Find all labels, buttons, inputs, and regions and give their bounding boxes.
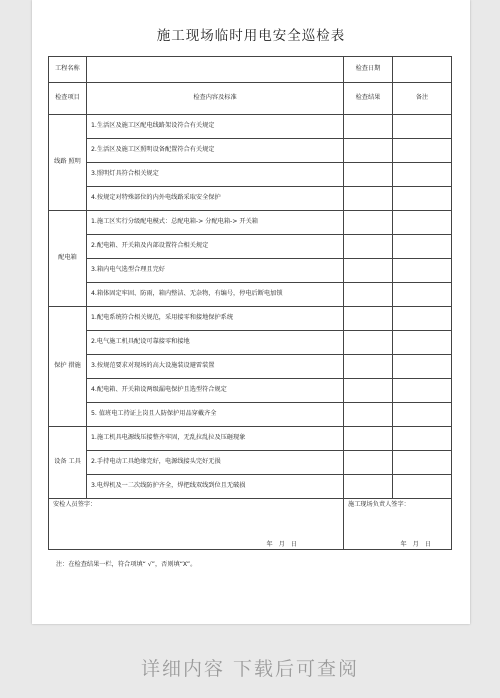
check-item: 1.施工机具电源线压接整齐牢固，无乱拉乱拉及压砸现象 bbox=[87, 427, 344, 451]
table-row bbox=[49, 403, 452, 427]
header-row-project bbox=[49, 57, 452, 83]
result-cell[interactable] bbox=[344, 451, 393, 475]
table-row bbox=[49, 259, 452, 283]
form-note: 注：在检查结果一栏，符合项填“ √”，否则填“X”。 bbox=[56, 561, 197, 568]
table-row bbox=[49, 211, 452, 235]
check-item: 3.箱内电气选型合理且完好 bbox=[87, 259, 344, 283]
column-content: 检查内容及标准 bbox=[87, 83, 344, 115]
column-remark: 备注 bbox=[393, 83, 452, 115]
table-row bbox=[49, 475, 452, 499]
result-cell[interactable] bbox=[344, 355, 393, 379]
remark-cell[interactable] bbox=[393, 139, 452, 163]
table-row bbox=[49, 163, 452, 187]
signature-row bbox=[49, 499, 452, 550]
remark-cell[interactable] bbox=[393, 475, 452, 499]
column-header-row bbox=[49, 83, 452, 115]
remark-cell[interactable] bbox=[393, 283, 452, 307]
table-row bbox=[49, 307, 452, 331]
remark-cell[interactable] bbox=[393, 115, 452, 139]
remark-cell[interactable] bbox=[393, 259, 452, 283]
remark-cell[interactable] bbox=[393, 307, 452, 331]
remark-cell[interactable] bbox=[393, 331, 452, 355]
table-row bbox=[49, 115, 452, 139]
check-item: 1.生活区及施工区配电线路架设符合有关规定 bbox=[87, 115, 344, 139]
result-cell[interactable] bbox=[344, 307, 393, 331]
check-item: 2.电气施工机具配设可靠接零和接地 bbox=[87, 331, 344, 355]
result-cell[interactable] bbox=[344, 259, 393, 283]
remark-cell[interactable] bbox=[393, 403, 452, 427]
project-name-label: 工程名称 bbox=[49, 57, 87, 83]
check-item: 4.配电箱、开关箱设两级漏电保护且选型符合规定 bbox=[87, 379, 344, 403]
table-row bbox=[49, 379, 452, 403]
manager-signature-cell[interactable] bbox=[344, 499, 452, 550]
inspection-table bbox=[48, 56, 452, 550]
column-result: 检查结果 bbox=[344, 83, 393, 115]
result-cell[interactable] bbox=[344, 379, 393, 403]
remark-cell[interactable] bbox=[393, 355, 452, 379]
result-cell[interactable] bbox=[344, 283, 393, 307]
table-row bbox=[49, 451, 452, 475]
result-cell[interactable] bbox=[344, 475, 393, 499]
result-cell[interactable] bbox=[344, 115, 393, 139]
result-cell[interactable] bbox=[344, 187, 393, 211]
column-item: 检查项目 bbox=[49, 83, 87, 115]
project-name-value[interactable] bbox=[87, 57, 344, 83]
inspection-date-value[interactable] bbox=[393, 57, 452, 83]
section-protection-measures: 保护 措施 bbox=[49, 307, 87, 427]
check-item: 3.照明灯具符合相关规定 bbox=[87, 163, 344, 187]
inspector-signature-label: 安检人员签字： bbox=[53, 501, 97, 508]
result-cell[interactable] bbox=[344, 235, 393, 259]
check-item: 1.施工区实行分级配电模式：总配电箱-> 分配电箱-> 开关箱 bbox=[87, 211, 344, 235]
remark-cell[interactable] bbox=[393, 235, 452, 259]
result-cell[interactable] bbox=[344, 403, 393, 427]
check-item: 4.箱体固定牢固、防雨，箱内整洁、无杂物，有编号，停电后断电加锁 bbox=[87, 283, 344, 307]
remark-cell[interactable] bbox=[393, 427, 452, 451]
manager-signature-date: 年 月 日 bbox=[400, 540, 433, 548]
check-item: 2.配电箱、开关箱及内部设置符合相关规定 bbox=[87, 235, 344, 259]
document-page bbox=[32, 0, 470, 624]
check-item: 3.电焊机及一二次线防护齐全，焊把线双线到位且无破损 bbox=[87, 475, 344, 499]
manager-signature-label: 施工现场负责人签字： bbox=[348, 501, 410, 508]
result-cell[interactable] bbox=[344, 427, 393, 451]
download-hint-text: 详细内容 下载后可查阅 bbox=[140, 658, 360, 680]
result-cell[interactable] bbox=[344, 211, 393, 235]
document-title: 施工现场临时用电安全巡检表 bbox=[156, 28, 346, 44]
check-item: 3.按规范要求对现场的高大设施装设避雷装置 bbox=[87, 355, 344, 379]
check-item: 4.按规定对特殊部位的内外电线路采取安全保护 bbox=[87, 187, 344, 211]
remark-cell[interactable] bbox=[393, 163, 452, 187]
table-row bbox=[49, 283, 452, 307]
result-cell[interactable] bbox=[344, 139, 393, 163]
table-row bbox=[49, 235, 452, 259]
section-equipment-tools: 设备 工具 bbox=[49, 427, 87, 499]
result-cell[interactable] bbox=[344, 163, 393, 187]
check-item: 2.生活区及施工区照明设备配置符合有关规定 bbox=[87, 139, 344, 163]
check-item: 5. 值班电工持证上岗且人防保护用品穿戴齐全 bbox=[87, 403, 344, 427]
table-row bbox=[49, 427, 452, 451]
result-cell[interactable] bbox=[344, 331, 393, 355]
table-row bbox=[49, 355, 452, 379]
inspection-date-label: 检查日期 bbox=[344, 57, 393, 83]
section-lines-lighting: 线路 照明 bbox=[49, 115, 87, 211]
table-row bbox=[49, 331, 452, 355]
check-item: 2.手持电动工具绝缘完好，电源线接头完好无损 bbox=[87, 451, 344, 475]
remark-cell[interactable] bbox=[393, 211, 452, 235]
table-row bbox=[49, 187, 452, 211]
remark-cell[interactable] bbox=[393, 451, 452, 475]
check-item: 1.配电系统符合相关规范，采用接零和接地保护系统 bbox=[87, 307, 344, 331]
remark-cell[interactable] bbox=[393, 187, 452, 211]
remark-cell[interactable] bbox=[393, 379, 452, 403]
inspector-signature-date: 年 月 日 bbox=[266, 540, 299, 548]
table-row bbox=[49, 139, 452, 163]
section-distribution-box: 配电箱 bbox=[49, 211, 87, 307]
inspector-signature-cell[interactable] bbox=[49, 499, 344, 550]
